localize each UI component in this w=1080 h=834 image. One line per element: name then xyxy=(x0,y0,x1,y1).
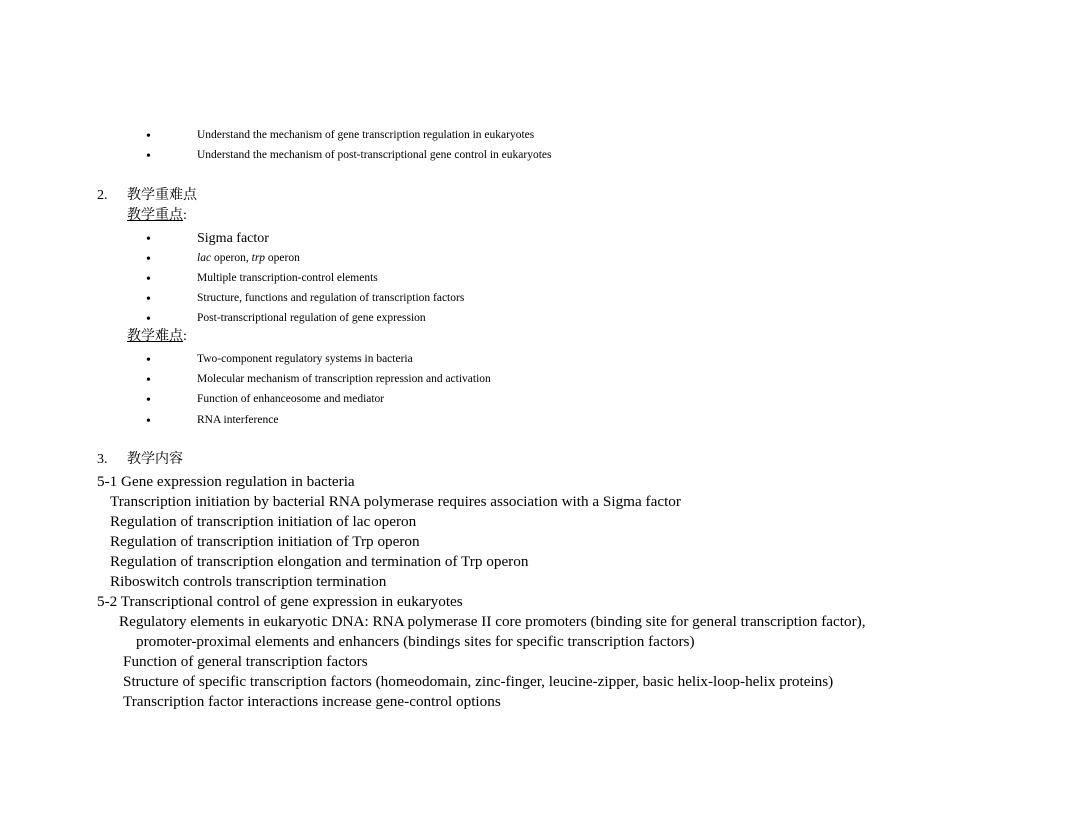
content-line: Riboswitch controls transcription termination xyxy=(110,573,387,590)
bullet-glyph: • xyxy=(146,393,151,408)
content-line: Regulation of transcription elongation and termination of Trp operon xyxy=(110,553,529,570)
difficult-point-item: Molecular mechanism of transcription repression and activation xyxy=(197,373,491,385)
bullet-glyph: • xyxy=(146,292,151,307)
bullet-glyph: • xyxy=(146,149,151,164)
difficult-point-item: RNA interference xyxy=(197,414,279,426)
bullet-glyph: • xyxy=(146,353,151,368)
difficult-point-item: Two-component regulatory systems in bacteria xyxy=(197,353,413,365)
objective-item: Understand the mechanism of gene transcription regulation in eukaryotes xyxy=(197,129,535,141)
section-number: 2. xyxy=(97,188,108,203)
bullet-glyph: • xyxy=(146,312,151,327)
content-line: Transcription factor interactions increase gene-control options xyxy=(123,693,501,710)
section-title: 教学内容 xyxy=(127,451,183,467)
section-2-heading xyxy=(97,188,197,203)
difficult-points-label-text: 教学难点 xyxy=(127,328,183,344)
bullet-glyph: • xyxy=(146,129,151,144)
content-line: Regulatory elements in eukaryotic DNA: RNA polymerase II core promoters (binding site for general transcription factor), xyxy=(119,613,866,630)
key-point-text: operon, xyxy=(211,252,252,264)
content-line: 5-2 Transcriptional control of gene expression in eukaryotes xyxy=(97,593,463,610)
objective-item: Understand the mechanism of post-transcriptional gene control in eukaryotes xyxy=(197,149,552,161)
content-line: Regulation of transcription initiation of lac operon xyxy=(110,513,417,530)
content-line: Transcription initiation by bacterial RNA polymerase requires association with a Sigma factor xyxy=(110,493,681,510)
bullet-glyph: • xyxy=(146,414,151,429)
label-colon: : xyxy=(183,329,187,344)
bullet-glyph: • xyxy=(146,272,151,287)
difficult-points-label xyxy=(127,329,187,344)
bullet-glyph: • xyxy=(146,232,151,247)
key-point-item: Multiple transcription-control elements xyxy=(197,272,378,284)
key-point-text: operon xyxy=(265,252,300,264)
bullet-glyph: • xyxy=(146,373,151,388)
key-points-label-text: 教学重点 xyxy=(127,207,183,223)
key-point-item xyxy=(197,253,300,265)
key-point-item: Sigma factor xyxy=(197,231,269,246)
italic-term: lac xyxy=(197,252,212,264)
content-line: Structure of specific transcription factors (homeodomain, zinc-finger, leucine-zipper, basic helix-loop-helix proteins) xyxy=(123,673,834,690)
section-title: 教学重难点 xyxy=(127,187,197,203)
bullet-glyph: • xyxy=(146,252,151,267)
key-points-label xyxy=(127,208,187,223)
section-number: 3. xyxy=(97,452,108,467)
section-3-heading xyxy=(97,452,183,467)
italic-term: trp xyxy=(251,252,266,264)
content-line: 5-1 Gene expression regulation in bacteria xyxy=(97,473,355,490)
key-point-item: Post-transcriptional regulation of gene expression xyxy=(197,312,426,324)
content-line: Regulation of transcription initiation of Trp operon xyxy=(110,533,420,550)
key-point-item: Structure, functions and regulation of transcription factors xyxy=(197,292,465,304)
label-colon: : xyxy=(183,208,187,223)
difficult-point-item: Function of enhanceosome and mediator xyxy=(197,393,385,405)
content-line: promoter-proximal elements and enhancers (bindings sites for specific transcription factors) xyxy=(136,633,695,650)
content-line: Function of general transcription factors xyxy=(123,653,368,670)
